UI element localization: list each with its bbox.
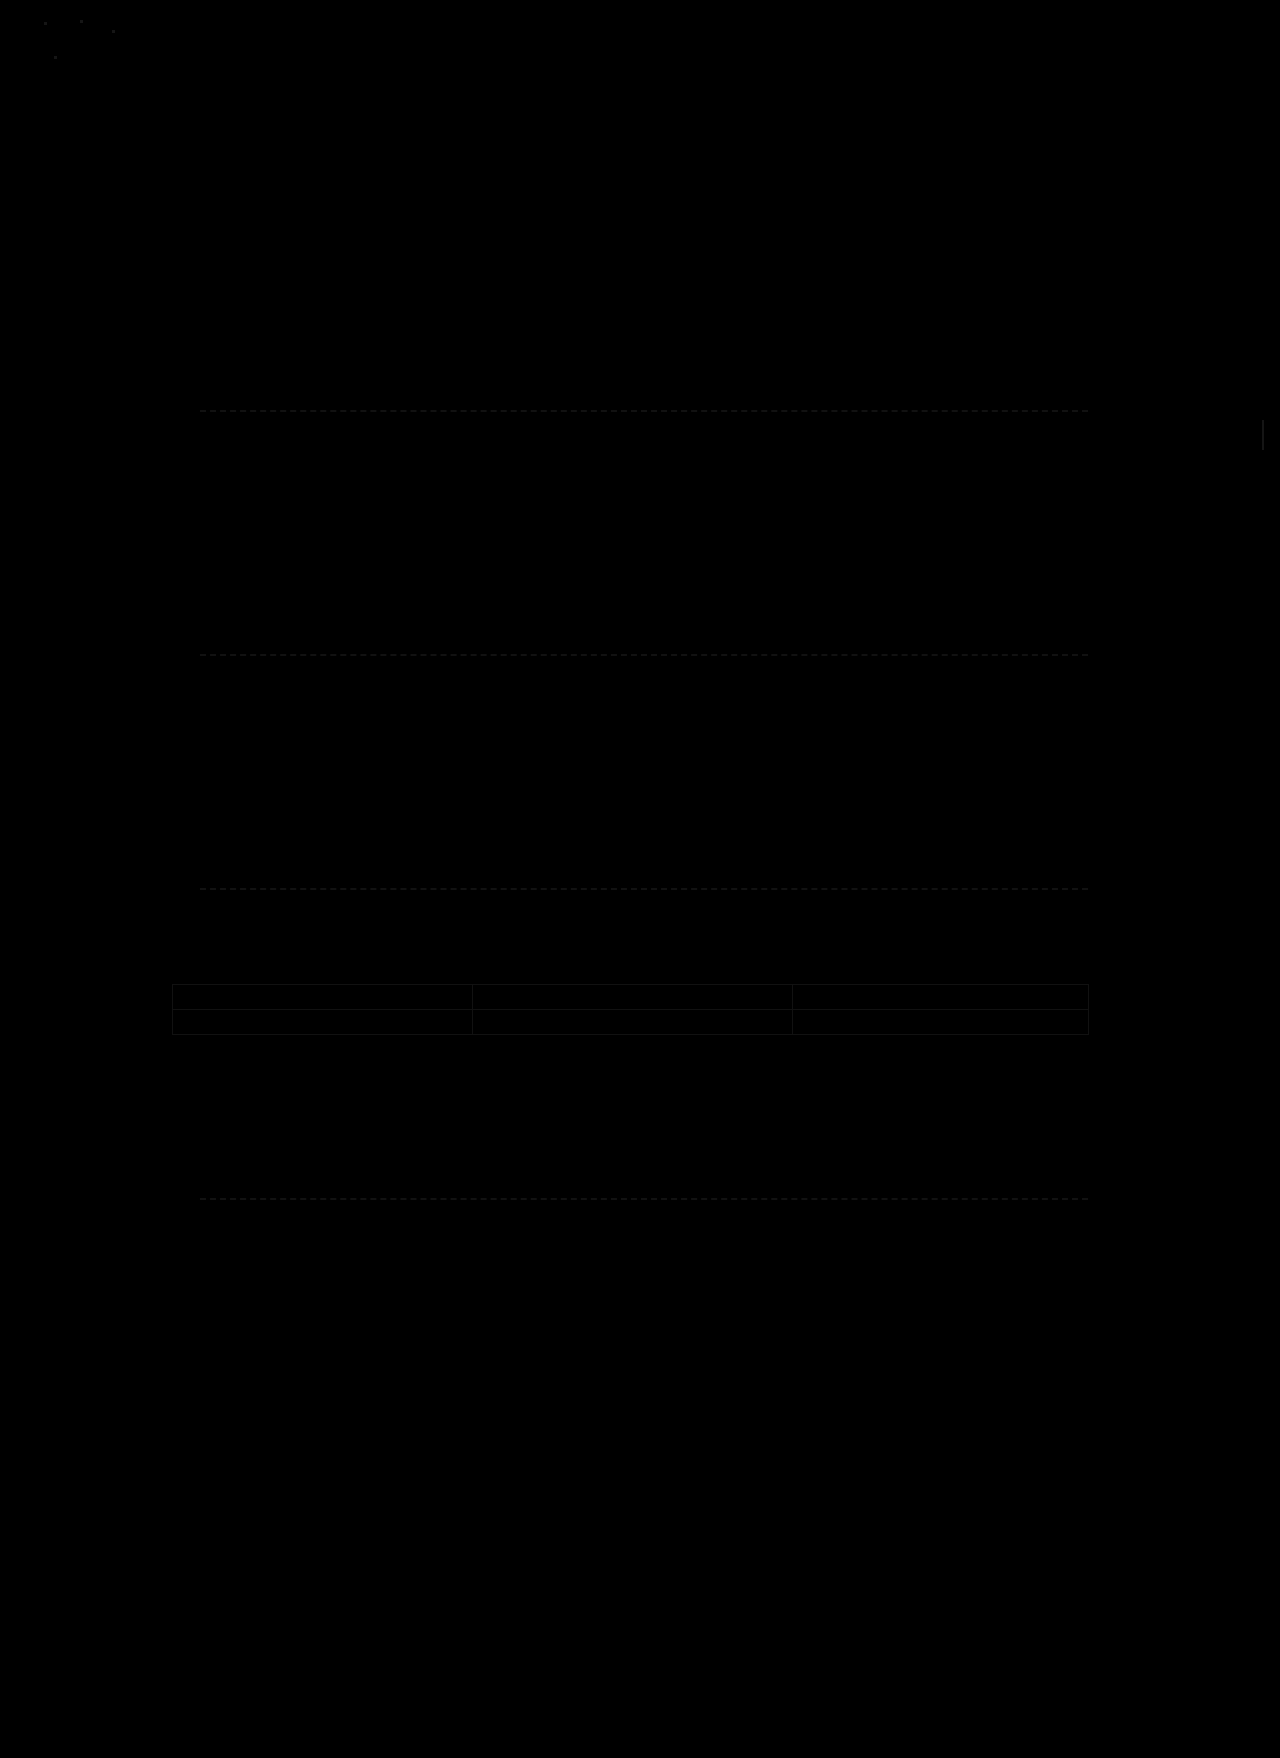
subsection-number: 11.1.2 xyxy=(202,539,242,556)
subsection-number: 15.1.1 xyxy=(202,1323,242,1340)
body-text: Materiał nieorganiczny xyxy=(244,815,393,832)
subsection-number: 11.3 xyxy=(202,607,230,624)
subsection-number: 12.3 xyxy=(202,791,230,808)
body-text: Materiał rozpuszczalny w wodzie. xyxy=(244,767,464,784)
subsection-number: 11.1.1. xyxy=(202,491,246,508)
subsection-title: usuwanie odpadów (produkt(u)): xyxy=(244,927,455,944)
subsection-title: materiały do unikania: xyxy=(244,301,388,318)
body-text: Nie ma znanych. xyxy=(244,325,352,342)
body-text: Nie ma. xyxy=(244,373,295,390)
table-header-row xyxy=(173,985,1089,1010)
waste-code-heading: EAK/AVV-kod usuwania odpadów xyxy=(202,951,427,968)
subsection-number: 15.1.2 xyxy=(202,1371,242,1388)
section-number: 15. xyxy=(202,1227,222,1244)
subsection-title: warunki do unikania : xyxy=(244,253,384,270)
r-phrases-label: R-zdania xyxy=(202,1443,260,1460)
hazard-symbol-heading: Symbol niebezpieczeństwa i oznaczenie niebezpieczeństwa xyxy=(202,1395,584,1412)
scan-speck xyxy=(1262,420,1264,450)
section-number: 14. xyxy=(202,1153,222,1170)
subsection-number: 13.2 xyxy=(202,1081,230,1098)
body-text: Nie wykryto żadnych szkodliwych krótkotrwałych toksyn w testach na wodorostach i rybach. xyxy=(244,719,844,736)
subsection-title: zmożność na rozkład biologiczny i degradacja xyxy=(244,791,541,808)
section-divider xyxy=(200,410,1088,412)
body-text: Nie są znane żadne niebezpieczne reakcje. xyxy=(202,277,474,294)
s-phrases-label: S-zdania xyxy=(202,1491,258,1508)
section-divider xyxy=(200,888,1088,890)
subsection-title: opakowania: xyxy=(244,1081,326,1098)
body-text: W świetle międzynarodowych przepisów dotyczących transportu nie ma ryzyka dla towaru. xyxy=(244,1177,832,1194)
waste-code-table xyxy=(172,984,1089,1035)
document-subtitle: zgodnie z rozporządzeniem (EG) 1907/2006 (REACH) xyxy=(188,107,542,124)
scan-speck xyxy=(44,22,47,25)
body-text: Na ten czas niedyspozycyjna xyxy=(258,1347,444,1364)
r-phrase: R 36 podrażnia oczy. xyxy=(256,1467,391,1484)
section-heading: Informacje dotyczące ochrony środowiska xyxy=(244,671,516,688)
body-text: wodorotlenek wapnia działa drażniąco na połykanie, kontakt ze skórą, wdech i kontakt z oczami. xyxy=(258,583,880,600)
scan-speck xyxy=(80,20,83,23)
subsection-number: 12.2. xyxy=(202,743,234,760)
subsection-title: nagła toksyczność xyxy=(262,491,379,508)
body-text: ponownie użyć. xyxy=(244,1129,346,1146)
subsection-number: 10.3 xyxy=(202,349,230,366)
subsection-number: 13.1 xyxy=(202,927,230,944)
section-number: 11. xyxy=(202,443,222,460)
subsection-title: potencjał bio-nagromadzenia xyxy=(244,839,431,856)
print-date: data wydruku: 28.08.2008 xyxy=(270,155,438,172)
body-text: nietoksyczny xyxy=(258,515,343,532)
subsection-title: Specyficzne objawy w zachowaniu zwierząt xyxy=(258,539,542,556)
document-title: Karta charakterystyki xyxy=(188,79,327,96)
subsection-title: mobilność xyxy=(244,743,311,760)
s-phrase: S 2 nie może dostać się w ręce dzieci. xyxy=(256,1515,499,1532)
subsection-title: ocena bezpieczeństwa materiału: xyxy=(258,1323,469,1340)
body-text: Materiał nieorganiczny. xyxy=(244,863,396,880)
section-heading: Wskazówki dotyczące usuwania odpadów xyxy=(244,903,515,920)
hazard-classification: Xi drażniący xyxy=(202,1419,285,1436)
section-heading: Informacje toksykologiczne xyxy=(244,443,424,460)
prepared-date: opracowano: 11.08.2008 xyxy=(562,155,721,172)
section-heading: Wskazówki dla transportu xyxy=(244,1153,412,1170)
subsection-number: 11.1 xyxy=(202,467,230,484)
column-header: Pochodzenie odpadów xyxy=(793,985,1089,1010)
body-text: Należy przestrzegać wymaganych środków zapobiegawczych podczas obchodzenia się z produktem. xyxy=(244,1299,890,1316)
body-text: Worki lub inne opakowania są optymalne do opróżniania i po odpowiednim oczyszczeniu można je xyxy=(244,1105,882,1122)
table-cell: 17 08 02 xyxy=(173,1010,473,1035)
subsection-title: Uczulenie xyxy=(244,607,309,624)
body-text: Nagła toksyczność /specyficzne oddziaływania na zachowania zwierząt: zawarty w produkcie xyxy=(258,561,860,578)
subsection-number: 12.1 xyxy=(202,695,230,712)
section-divider xyxy=(200,1198,1088,1200)
scan-speck xyxy=(54,56,57,59)
column-header: oznaczenie xyxy=(473,985,793,1010)
subsection-title: toksyczność ekologiczna: xyxy=(244,695,408,712)
body-text: Produkt jest sklasyfikowany i oznaczony według wytycznych EG/GefStoffV. xyxy=(244,1275,738,1292)
subsection-title: zwaliczne oddziaływania (badanie toksykologiczne) xyxy=(244,467,579,484)
subsection-number: 12.4 xyxy=(202,839,230,856)
section-number: 10. xyxy=(202,229,222,246)
subsection-number: 10.1 xyxy=(202,253,230,270)
section-divider xyxy=(200,654,1088,656)
subsection-number: 15.1 xyxy=(202,1251,230,1268)
table-cell: Tworzywo na bazie gipsu xyxy=(473,1010,793,1035)
section-number: 13. xyxy=(202,903,222,920)
section-number: 12. xyxy=(202,671,222,688)
section-heading: przepisy prawne xyxy=(244,1227,350,1244)
subsection-title: niebezpieczne produkty powstałe w wyniku rozkładu: xyxy=(244,349,590,366)
section-heading: stabilizacja i reaktywność xyxy=(244,229,410,246)
subsection-number: 10.2 xyxy=(202,301,230,318)
body-text: Nie powoduje alergii. xyxy=(244,631,383,648)
table-row xyxy=(173,1010,1089,1035)
page-number: strona 4 z 5 xyxy=(908,155,983,172)
subsection-title: oznaczenie xyxy=(258,1371,330,1388)
table-cell: Budowa i burzenie xyxy=(793,1010,1089,1035)
footer-filename: SDB FG 70 Fillgips.doc xyxy=(188,1595,344,1612)
column-header: Kod usuwania odpadów zgodnie z AVV xyxy=(173,985,473,1010)
subsection-title: przepisy Unii Europejskiej xyxy=(244,1251,416,1268)
scan-speck xyxy=(112,30,115,33)
